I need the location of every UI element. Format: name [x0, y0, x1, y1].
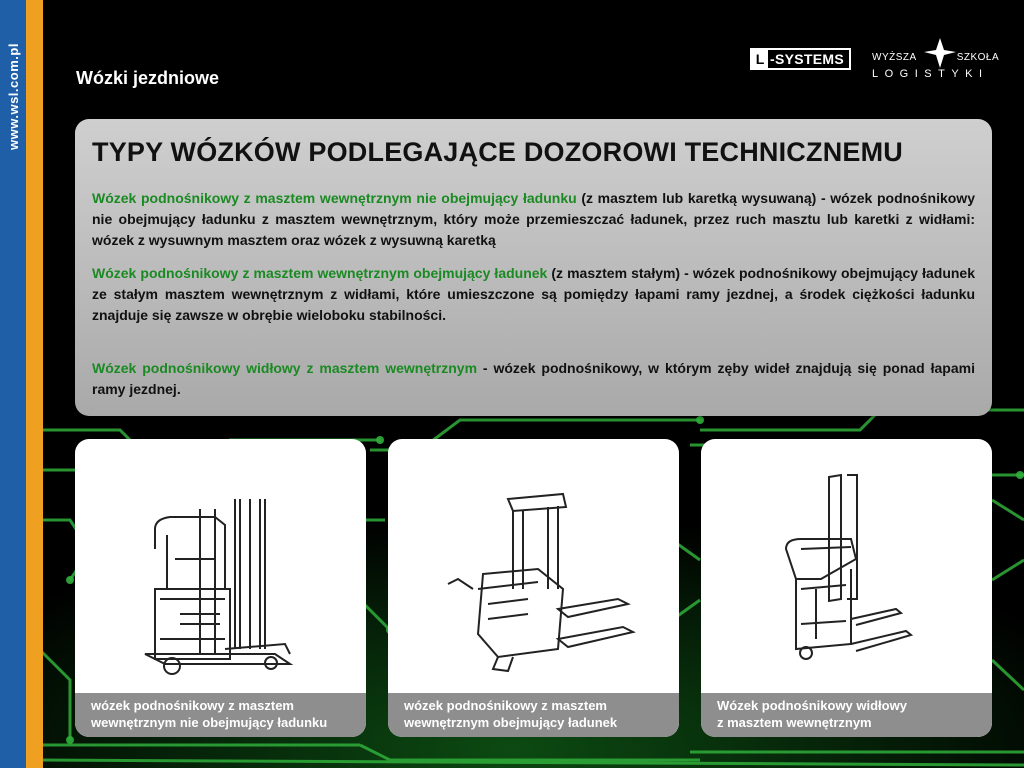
- truck-card-2: [388, 439, 679, 737]
- forklift-illustration: [701, 439, 992, 693]
- wsl-logo-line2: LOGISTYKI: [872, 68, 989, 80]
- wsl-logo-word2: SZKOŁA: [956, 52, 1000, 63]
- l-systems-logo-text: -SYSTEMS: [770, 51, 844, 67]
- panel-title: TYPY WÓZKÓW PODLEGAJĄCE DOZOROWI TECHNICZNEMU: [92, 137, 903, 167]
- paragraph-3: [92, 358, 975, 400]
- l-systems-logo: [750, 48, 851, 70]
- reach-truck-illustration: [75, 439, 366, 693]
- truck-card-1: [75, 439, 366, 737]
- section-title: Wózki jezdniowe: [76, 68, 220, 88]
- card-2-caption: [388, 693, 679, 737]
- paragraph-3-term: Wózek podnośnikowy widłowy z masztem wewnętrznym: [92, 360, 478, 376]
- card-3-caption-line2: z masztem wewnętrznym: [717, 715, 872, 730]
- paragraph-1-desc: (z masztem lub karetką wysuwaną) - wózek podnośnikowy nie obejmujący ładunku z masztem wewnętrznym, który może przemieszczać ładunek, przez ruch masztu lub karetki z widłami: wózek z wysuwnym masztem oraz wózek z wysuwną karetką: [92, 190, 975, 248]
- paragraph-2-desc: (z masztem stałym) - wózek podnośnikowy obejmujący ładunek ze stałym masztem wewnętrznym z widłami, które umieszczone są pomiędzy łapami ramy jezdnej, a środek ciężkości ładunku znajduje się zawsze w obrębie wieloboku stabilności.: [92, 265, 975, 323]
- card-1-caption: [75, 693, 366, 737]
- card-3-caption: [701, 693, 992, 737]
- card-3-caption-line1: Wózek podnośnikowy widłowy: [717, 698, 907, 713]
- wsl-logo-line1: [872, 52, 999, 63]
- pallet-stacker-illustration: [388, 439, 679, 693]
- sidebar-url-text: [6, 130, 26, 150]
- sidebar-orange-stripe: [26, 0, 43, 768]
- paragraph-2: [92, 263, 975, 326]
- info-panel: [75, 119, 992, 416]
- paragraph-2-term: Wózek podnośnikowy z masztem wewnętrznym obejmujący ładunek: [92, 265, 548, 281]
- l-systems-logo-l: L: [752, 50, 768, 68]
- card-2-caption-line1: wózek podnośnikowy z masztem: [404, 698, 607, 713]
- card-1-caption-line2: wewnętrznym nie obejmujący ładunku: [91, 715, 328, 730]
- paragraph-1-term: Wózek podnośnikowy z masztem wewnętrznym nie obejmujący ładunku: [92, 190, 577, 206]
- card-1-caption-line1: wózek podnośnikowy z masztem: [91, 698, 294, 713]
- wsl-logo-word1: WYŻSZA: [872, 52, 917, 63]
- card-2-caption-line2: wewnętrznym obejmujący ładunek: [404, 715, 618, 730]
- paragraph-3-desc: - wózek podnośnikowy, w którym zęby wideł znajdują się ponad łapami ramy jezdnej.: [92, 360, 975, 397]
- truck-card-3: [701, 439, 992, 737]
- paragraph-1: [92, 188, 975, 251]
- wsl-logo: [872, 38, 1000, 82]
